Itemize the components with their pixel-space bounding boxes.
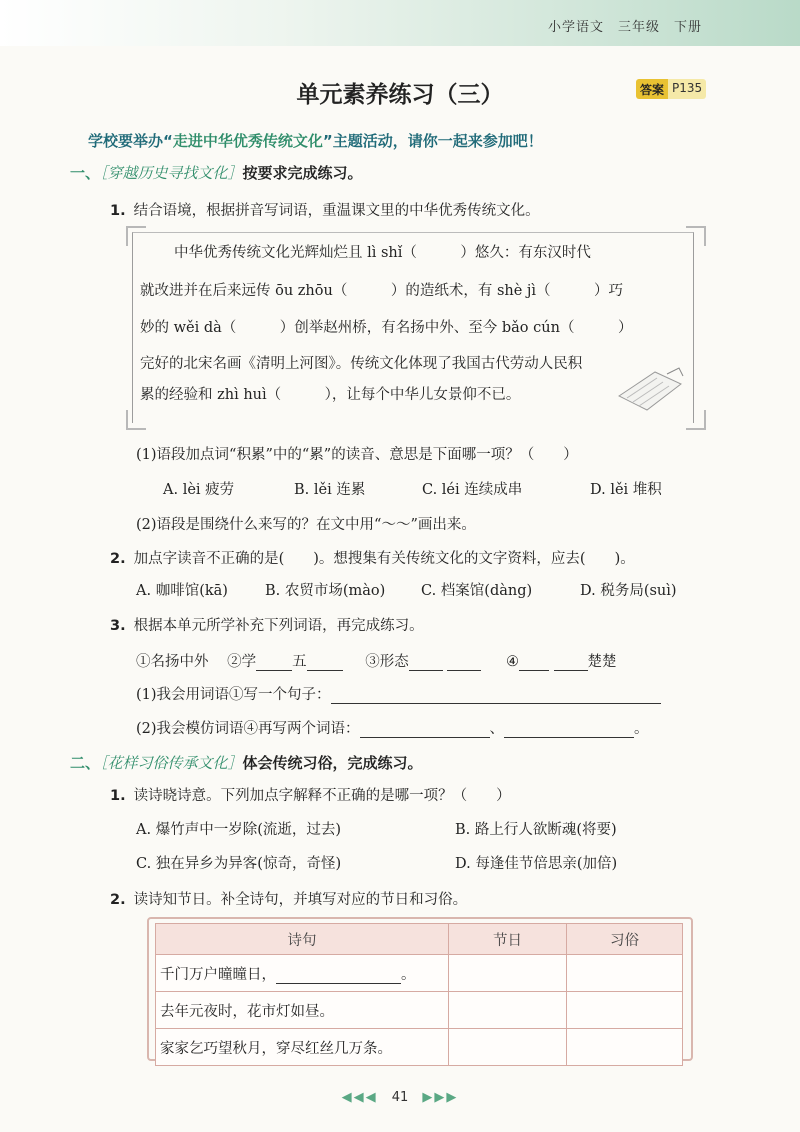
col-poem: 诗句 [156, 924, 449, 955]
answer-page: P135 [668, 79, 706, 99]
table-row [156, 1029, 683, 1066]
imitate-blank-b[interactable] [504, 737, 634, 738]
passage-line-1: 中华优秀传统文化光辉灿烂且 lì shǐ（ ）悠久：有东汉时代 [174, 245, 591, 261]
s1-q1-sub1: (1)语段加点词“积累”中的“累”的读音、意思是下面哪一项？（ ） [136, 447, 578, 463]
header-book-title: 小学语文 三年级 下册 [547, 20, 702, 35]
poem-table [155, 923, 683, 1066]
festival-cell[interactable] [449, 992, 567, 1029]
s2-q1-num: 1. [110, 788, 126, 804]
section-2-tag: ［花样习俗传承文化］ [100, 754, 243, 772]
festival-cell[interactable] [449, 1029, 567, 1066]
section-1-tag: ［穿越历史寻找文化］ [100, 164, 243, 182]
s1-q3-text: 根据本单元所学补充下列词语，再完成练习。 [133, 618, 424, 634]
word-1: ①名扬中外 [136, 654, 209, 670]
table-row [156, 955, 683, 992]
s2-q1-option-c[interactable]: C. 独在异乡为异客(惊奇，奇怪) [136, 856, 342, 872]
s2-q2-num: 2. [110, 892, 126, 908]
word-2-blank-a[interactable] [256, 670, 292, 671]
page-number: 41 [391, 1090, 409, 1105]
passage-corner-tl [126, 226, 146, 246]
passage-line-5: 累的经验和 zhì huì（ ），让每个中华儿女景仰不已。 [140, 387, 521, 403]
word-4-suffix: 楚楚 [587, 654, 617, 670]
custom-cell[interactable] [567, 955, 683, 992]
section-1-num: 一、 [70, 164, 101, 182]
section-1-heading [70, 162, 363, 183]
s2-q1-option-d[interactable]: D. 每逢佳节倍思亲(加倍) [455, 856, 618, 872]
answer-badge[interactable] [636, 79, 706, 99]
passage-line-3: 妙的 wěi dà（ ）创举赵州桥，有名扬中外、至今 bǎo cún（ ） [140, 320, 633, 336]
poem-line-1-end: 。 [401, 966, 416, 983]
scroll-paper-icon [615, 366, 685, 414]
passage-line-2: 就改进并在后来远传 ōu zhōu（ ）的造纸术，有 shè jì（ ）巧 [140, 283, 624, 299]
intro-highlight: 走进中华优秀传统文化 [172, 132, 323, 150]
word-4-blank-b[interactable] [554, 670, 588, 671]
s1-q1-option-d[interactable]: D. lěi 堆积 [590, 482, 662, 498]
s1-q3-sub1-text: (1)我会用词语①写一个句子： [136, 687, 331, 703]
poem-line-1: 千门万户曈曈日， [160, 966, 276, 983]
s1-q2 [110, 547, 635, 568]
s1-q3-items [136, 650, 617, 671]
s2-q2-text: 读诗知节日。补全诗句，并填写对应的节日和习俗。 [133, 892, 468, 908]
s1-q2-option-c[interactable]: C. 档案馆(dàng) [421, 583, 533, 599]
word-3-blank-a[interactable] [409, 670, 443, 671]
s1-q1-option-b[interactable]: B. lěi 连累 [294, 482, 366, 498]
s2-q1 [110, 784, 511, 805]
section-1-text: 按要求完成练习。 [242, 164, 363, 182]
section-2-num: 二、 [70, 754, 101, 772]
poem-cell [156, 955, 449, 992]
section-2-heading [70, 752, 423, 773]
s2-q1-option-a[interactable]: A. 爆竹声中一岁除(流逝，过去) [136, 822, 342, 838]
intro-suffix: ”主题活动，请你一起来参加吧！ [322, 132, 543, 150]
custom-cell[interactable] [567, 992, 683, 1029]
s1-q2-option-d[interactable]: D. 税务局(suì) [580, 583, 677, 599]
table-row [156, 992, 683, 1029]
s1-q3 [110, 614, 424, 635]
sentence-blank[interactable] [331, 703, 661, 704]
s2-q1-option-b[interactable]: B. 路上行人欲断魂(将要) [455, 822, 617, 838]
imitate-blank-a[interactable] [360, 737, 490, 738]
col-festival: 节日 [449, 924, 567, 955]
word-3-prefix: ③形态 [365, 654, 409, 670]
imitate-sep: 、 [489, 721, 505, 737]
s1-q3-sub2-text: (2)我会模仿词语④再写两个词语： [136, 721, 360, 737]
s1-q3-sub1 [136, 683, 661, 704]
passage-corner-tr [686, 226, 706, 246]
word-4-prefix: ④ [505, 654, 519, 670]
word-2-mid: 五 [292, 654, 307, 670]
s2-q2 [110, 888, 467, 909]
passage-corner-bl [126, 410, 146, 430]
s1-q2-text: 加点字读音不正确的是( )。想搜集有关传统文化的文字资料，应去( )。 [133, 551, 635, 567]
s2-q1-text: 读诗晓诗意。下列加点字解释不正确的是哪一项？（ ） [133, 788, 511, 804]
word-4-blank-a[interactable] [519, 670, 549, 671]
page-title: 单元素养练习（三） [296, 82, 504, 108]
s1-q2-option-b[interactable]: B. 农贸市场(mào) [265, 583, 386, 599]
festival-cell[interactable] [449, 955, 567, 992]
intro-text [88, 130, 543, 151]
s1-q1-text: 结合语境，根据拼音写词语，重温课文里的中华优秀传统文化。 [133, 203, 540, 219]
passage-corner-br [686, 410, 706, 430]
word-3-blank-b[interactable] [447, 670, 481, 671]
s1-q1-option-c[interactable]: C. léi 连续成串 [422, 482, 523, 498]
imitate-end: 。 [634, 721, 649, 737]
word-2-prefix: ②学 [227, 654, 257, 670]
answer-label: 答案 [636, 79, 668, 99]
s1-q3-sub2 [136, 717, 649, 738]
poem-cell: 去年元夜时，花市灯如昼。 [156, 992, 449, 1029]
next-arrows-icon[interactable]: ▶▶▶ [422, 1090, 459, 1105]
s1-q1-option-a[interactable]: A. lèi 疲劳 [163, 482, 235, 498]
custom-cell[interactable] [567, 1029, 683, 1066]
s1-q3-num: 3. [110, 618, 126, 634]
s1-q1-num: 1. [110, 203, 126, 219]
col-custom: 习俗 [567, 924, 683, 955]
page-footer [0, 1090, 800, 1105]
prev-arrows-icon[interactable]: ◀◀◀ [341, 1090, 378, 1105]
poem-blank[interactable] [276, 983, 401, 984]
section-2-text: 体会传统习俗，完成练习。 [242, 754, 423, 772]
s1-q1-sub2: (2)语段是围绕什么来写的？在文中用“～～”画出来。 [136, 517, 476, 533]
passage-line-4: 完好的北宋名画《清明上河图》。传统文化体现了我国古代劳动人民积 [140, 356, 583, 372]
s1-q1 [110, 199, 540, 220]
word-2-blank-b[interactable] [307, 670, 343, 671]
poem-cell: 家家乞巧望秋月，穿尽红丝几万条。 [156, 1029, 449, 1066]
s1-q2-option-a[interactable]: A. 咖啡馆(kā) [136, 583, 228, 599]
intro-prefix: 学校要举办“ [88, 132, 173, 150]
s1-q2-num: 2. [110, 551, 126, 567]
